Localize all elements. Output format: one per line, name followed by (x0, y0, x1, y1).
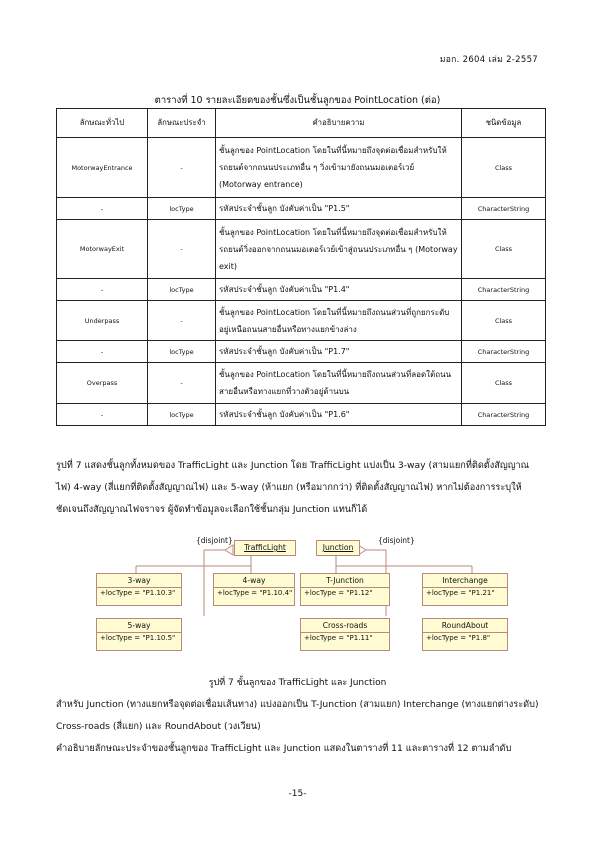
uml-class-interchange (422, 573, 508, 606)
general-feature-cell: Overpass (57, 363, 148, 404)
class-name: Cross-roads (301, 619, 389, 633)
attribute-cell: - (148, 301, 216, 341)
general-feature-cell: MotorwayEntrance (57, 138, 148, 198)
table-row (57, 404, 546, 426)
column-header: คำอธิบายความ (216, 109, 462, 138)
description-cell: รหัสประจำชั้นลูก บังคับค่าเป็น "P1.4" (216, 279, 462, 301)
general-feature-cell: - (57, 404, 148, 426)
body-paragraph: สำหรับ Junction (ทางแยกหรือจุดต่อเชื่อมเส้นทาง) แบ่งออกเป็น T-Junction (สามแยก) Interchange (ทางแยกต่างระดับ) Cross-roads (สี่แยก) และ RoundAbout (วงเวียน) (56, 699, 539, 732)
constraint-label: {disjoint} (378, 536, 415, 545)
uml-class-3-way (96, 573, 182, 606)
uml-class-trafficlight (234, 540, 296, 556)
description-cell: ชั้นลูกของ PointLocation โดยในที่นี้หมายถึงถนนส่วนที่ถูกยกระดับอยู่เหนือถนนสายอื่นหรือทางแยกข้างล่าง (216, 301, 462, 341)
uml-class-t-junction (300, 573, 390, 606)
attribute-cell: locType (148, 341, 216, 363)
table-row (57, 138, 546, 198)
class-attribute: +locType = "P1.10.3" (100, 589, 176, 597)
attribute-table (56, 108, 546, 426)
table-row (57, 220, 546, 279)
table-row (57, 301, 546, 341)
class-attribute: +locType = "P1.12" (304, 589, 373, 597)
table-row (57, 363, 546, 404)
description-cell: ชั้นลูกของ PointLocation โดยในที่นี้หมายถึงจุดต่อเชื่อมสำหรับให้รถยนต์จากถนนประเภทอื่น ๆ วิ่งเข้ามายังถนนมอเตอร์เวย์ (Motorway entrance) (216, 138, 462, 198)
table-caption: ตารางที่ 10 รายละเอียดของชั้นซึ่งเป็นชั้นลูกของ PointLocation (ต่อ) (154, 95, 441, 106)
general-feature-cell: Underpass (57, 301, 148, 341)
class-attribute: +locType = "P1.10.4" (217, 589, 293, 597)
attribute-cell: locType (148, 279, 216, 301)
data-type-cell: CharacterString (462, 341, 546, 363)
class-attribute: +locType = "P1.21" (426, 589, 495, 597)
general-feature-cell: - (57, 198, 148, 220)
class-name: 3-way (97, 574, 181, 588)
uml-class-junction (316, 540, 360, 556)
attribute-cell: - (148, 138, 216, 198)
uml-class-5-way (96, 618, 182, 651)
class-name: 4-way (214, 574, 294, 588)
description-cell: รหัสประจำชั้นลูก บังคับค่าเป็น "P1.5" (216, 198, 462, 220)
page-number: -15- (288, 789, 307, 799)
table-row (57, 198, 546, 220)
description-cell: ชั้นลูกของ PointLocation โดยในที่นี้หมายถึงถนนส่วนที่ลอดใต้ถนนสายอื่นหรือทางแยกที่วางตัวอยู่ด้านบน (216, 363, 462, 404)
data-type-cell: Class (462, 220, 546, 279)
body-paragraph: คำอธิบายลักษณะประจำของชั้นลูกของ TrafficLight และ Junction แสดงในตารางที่ 11 และตารางที่ 12 ตามลำดับ (56, 743, 512, 754)
data-type-cell: CharacterString (462, 198, 546, 220)
class-name: 5-way (97, 619, 181, 633)
attribute-cell: - (148, 220, 216, 279)
column-header: ชนิดข้อมูล (462, 109, 546, 138)
class-name: Interchange (423, 574, 507, 588)
figure-caption: รูปที่ 7 ชั้นลูกของ TrafficLight และ Junction (208, 678, 387, 688)
table-row (57, 279, 546, 301)
uml-class-roundabout (422, 618, 508, 651)
table-header-row (57, 109, 546, 138)
attribute-cell: locType (148, 404, 216, 426)
class-attribute: +locType = "P1.10.5" (100, 634, 176, 642)
class-name: T-Junction (301, 574, 389, 588)
general-feature-cell: MotorwayExit (57, 220, 148, 279)
class-attribute: +locType = "P1.8" (426, 634, 491, 642)
standard-number: มอก. 2604 เล่ม 2-2557 (439, 55, 538, 65)
attribute-cell: locType (148, 198, 216, 220)
uml-class-4-way (213, 573, 295, 606)
description-cell: รหัสประจำชั้นลูก บังคับค่าเป็น "P1.6" (216, 404, 462, 426)
class-name: RoundAbout (423, 619, 507, 633)
data-type-cell: Class (462, 363, 546, 404)
class-attribute: +locType = "P1.11" (304, 634, 373, 642)
column-header: ลักษณะประจำ (148, 109, 216, 138)
data-type-cell: CharacterString (462, 279, 546, 301)
description-cell: ชั้นลูกของ PointLocation โดยในที่นี้หมายถึงจุดต่อเชื่อมสำหรับให้รถยนต์วิ่งออกจากถนนมอเตอร์เวย์เข้าสู่ถนนประเภทอื่น ๆ (Motorway exit) (216, 220, 462, 279)
attribute-cell: - (148, 363, 216, 404)
data-type-cell: Class (462, 301, 546, 341)
inheritance-arrow (225, 545, 233, 555)
constraint-label: {disjoint} (196, 536, 233, 545)
table-row (57, 341, 546, 363)
uml-class-cross-roads (300, 618, 390, 651)
column-header: ลักษณะทั่วไป (57, 109, 148, 138)
class-name: TrafficLight (244, 543, 286, 552)
uml-class-diagram (96, 533, 544, 651)
data-type-cell: CharacterString (462, 404, 546, 426)
general-feature-cell: - (57, 341, 148, 363)
body-paragraph: รูปที่ 7 แสดงชั้นลูกทั้งหมดของ TrafficLight และ Junction โดย TrafficLight แบ่งเป็น 3-way (สามแยกที่ติดตั้งสัญญาณไฟ) 4-way (สี่แยกที่ติดตั้งสัญญาณไฟ) และ 5-way (ห้าแยก (หรือมากกว่า) ที่ติดตั้งสัญญาณไฟ) หากไม่ต้องการระบุให้ชัดเจนถึงสัญญาณไฟจราจร ผู้จัดทำข้อมูลจะเลือกใช้ชั้นกลุ่ม Junction แทนก็ได้ (56, 460, 530, 515)
description-cell: รหัสประจำชั้นลูก บังคับค่าเป็น "P1.7" (216, 341, 462, 363)
data-type-cell: Class (462, 138, 546, 198)
general-feature-cell: - (57, 279, 148, 301)
class-name: Junction (322, 543, 354, 552)
